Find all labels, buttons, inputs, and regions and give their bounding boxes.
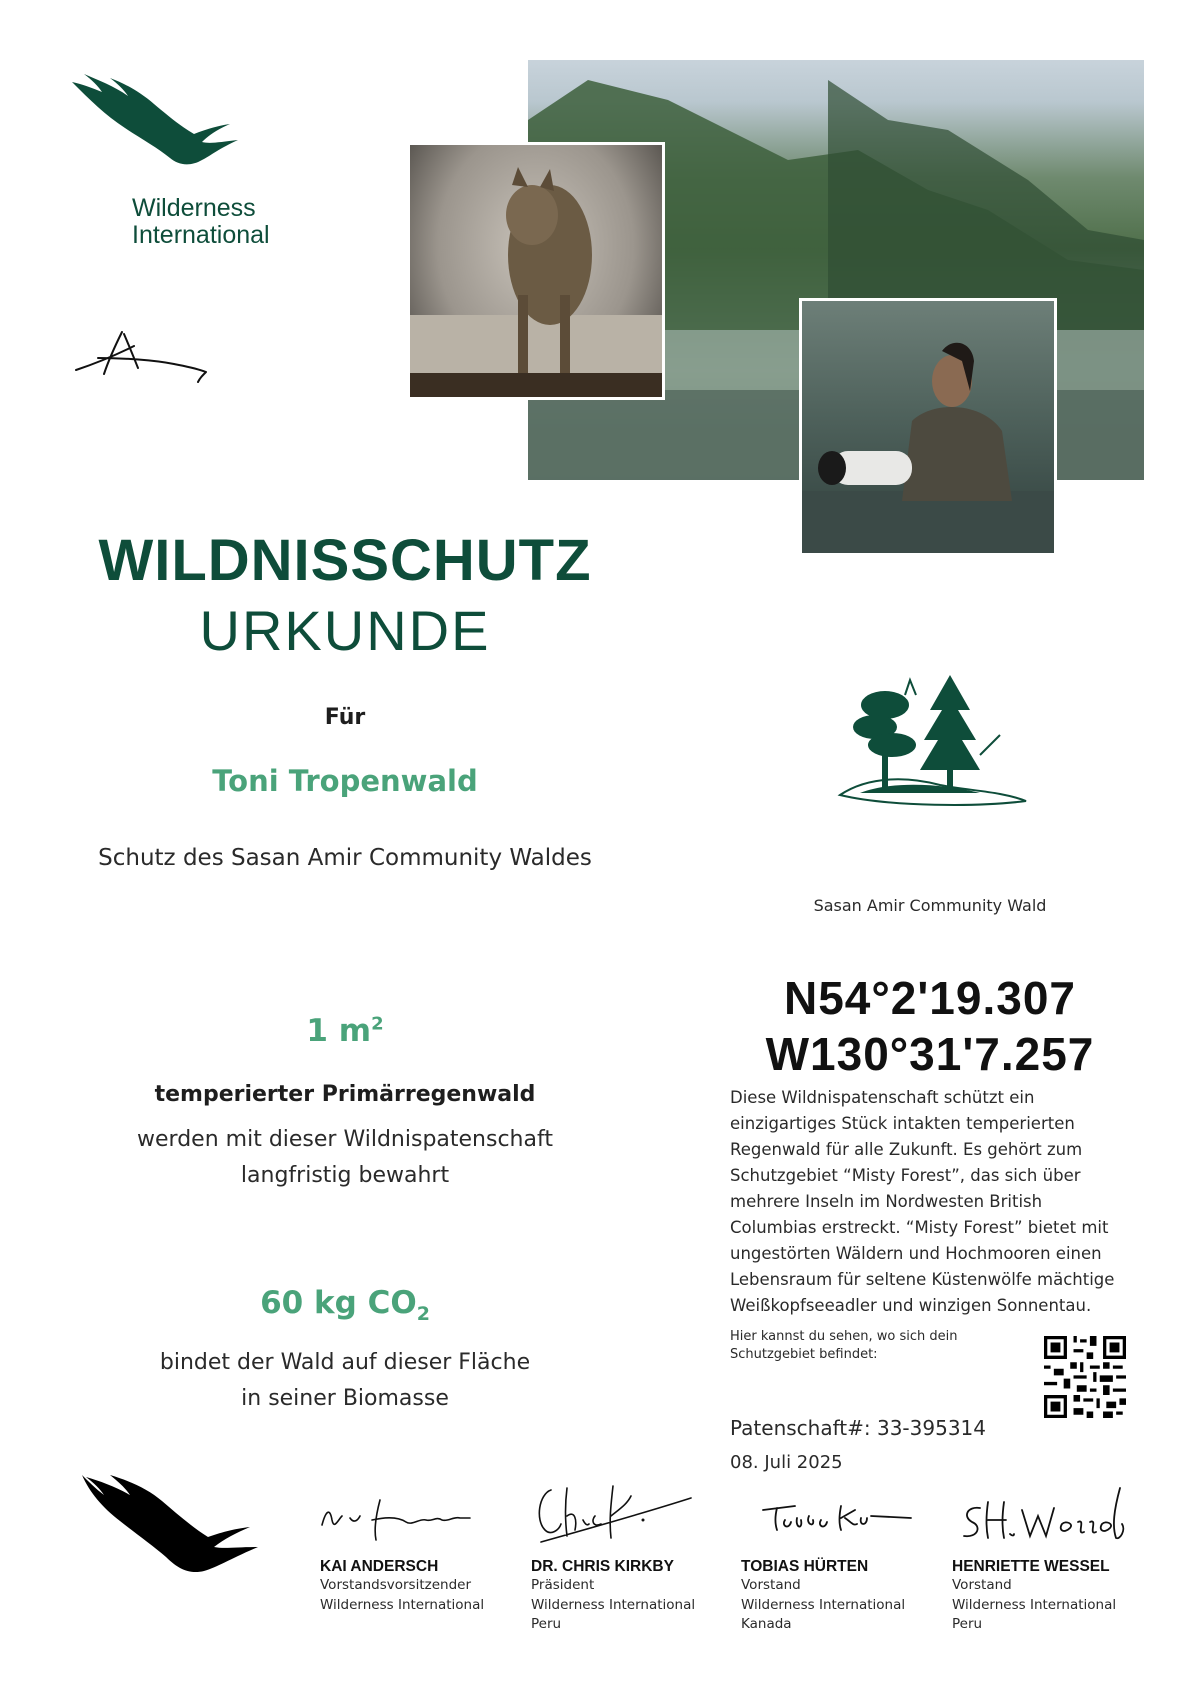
coordinate-latitude: N54°2'19.307 [784,972,1076,1024]
signatory-organization: Wilderness International [952,1596,1117,1613]
co2-desc-line1: bindet der Wald auf dieser Fläche [159,1350,531,1375]
coordinates [730,970,1130,1082]
signatory-organization: Wilderness International [531,1596,696,1613]
signatory-country: Peru [531,1616,562,1632]
signature-chris-kirkby [531,1480,711,1550]
logo-text-line2: International [132,221,270,249]
certificate-subtitle: URKUNDE [199,599,491,662]
logo-text-line1: Wilderness [132,194,256,222]
signatory-organization: Wilderness International [741,1596,906,1613]
area-desc-line2: langfristig bewahrt [240,1163,450,1188]
signature-kai-andersch [320,1480,500,1550]
wilderness-international-logo [70,70,310,260]
forest-island-illustration [830,665,1030,815]
certificate-title: WILDNISSCHUTZ [98,528,592,593]
co2-amount [80,1285,610,1325]
signatory-role: Vorstandsvorsitzender [320,1577,472,1593]
sponsorship-date: 08. Juli 2025 [730,1452,843,1473]
signatory-name: TOBIAS HÜRTEN [741,1558,869,1575]
qr-code-icon[interactable] [1044,1336,1126,1418]
signatory-name: DR. CHRIS KIRKBY [531,1558,674,1575]
wolf-photo [407,142,665,400]
signatory-country: Peru [952,1616,983,1632]
protected-area [80,1013,610,1049]
co2-value: 60 kg CO [260,1285,417,1321]
signatory-role: Vorstand [952,1577,1012,1593]
signatory-name: KAI ANDERSCH [320,1558,439,1575]
signatory-2 [531,1480,731,1635]
area-value: 1 m [306,1013,372,1049]
sponsorship-number: Patenschaft#: 33-395314 [730,1416,986,1440]
signatory-name: HENRIETTE WESSEL [952,1558,1110,1575]
recipient-name: Toni Tropenwald [212,764,478,798]
signatory-organization: Wilderness International [320,1596,485,1613]
area-desc-line1: werden mit dieser Wildnispatenschaft [137,1127,553,1152]
signatory-role: Vorstand [741,1577,801,1593]
eagle-silhouette-icon [80,1473,260,1583]
photographer-photo [799,298,1057,556]
forest-caption: Sasan Amir Community Wald [813,896,1047,915]
signature-tobias-huerten [741,1480,921,1550]
protection-purpose: Schutz des Sasan Amir Community Waldes [98,845,592,871]
signature-henriette-wessel [952,1480,1132,1550]
coordinate-longitude: W130°31'7.257 [765,1028,1095,1080]
signatory-1 [320,1480,520,1615]
for-label: Für [324,705,366,730]
qr-hint-text: Hier kannst du sehen, wo sich dein Schutzgebiet befindet: [730,1329,958,1362]
eagle-logo-icon [70,70,240,175]
signatory-4 [952,1480,1152,1635]
forest-description: Diese Wildnispatenschaft schützt ein einzigartiges Stück intakten temperierten Regenwald für alle Zukunft. Es gehört zum Schutzgebiet “Misty Forest”, das sich über mehrere Inseln im Nordwesten British Columbias erstreckt. “Misty Forest” bietet mit ungestörten Wäldern und Hochmooren einen Lebensraum für seltene Küstenwölfe mächtige Weißkopfseeadler und winzigen Sonnentau. [730,1088,1115,1315]
forest-type: temperierter Primärregenwald [154,1082,536,1107]
area-unit-exponent: 2 [371,1013,384,1035]
signatory-3 [741,1480,941,1635]
co2-desc-line2: in seiner Biomasse [241,1386,449,1411]
co2-description [80,1345,610,1417]
signatory-role: Präsident [531,1577,595,1593]
area-description [80,1122,610,1194]
handwritten-initial-signature [74,328,224,384]
signatory-country: Kanada [741,1616,792,1632]
co2-subscript: 2 [416,1303,430,1326]
